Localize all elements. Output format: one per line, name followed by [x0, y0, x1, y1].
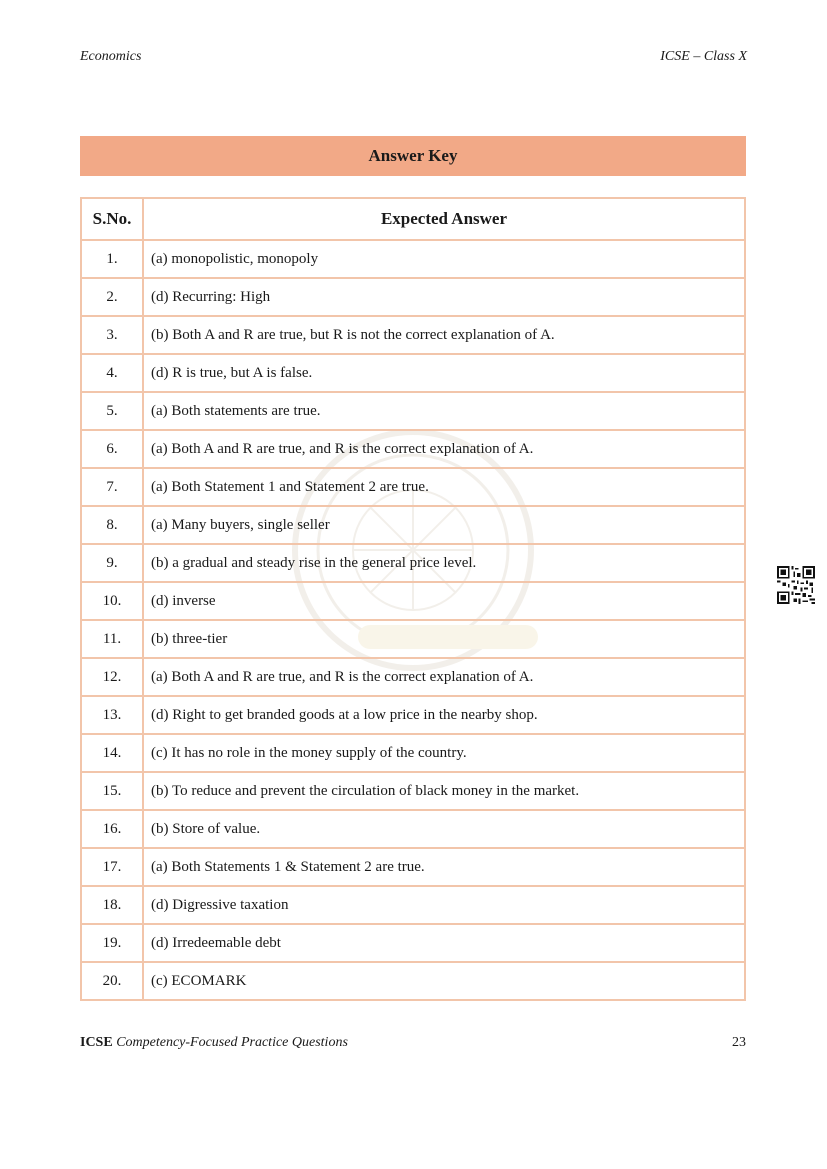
table-row	[81, 772, 745, 810]
answer-cell: (d) Irredeemable debt	[143, 924, 745, 962]
sno-cell: 15.	[81, 772, 143, 810]
page-number: 23	[732, 1035, 746, 1050]
table-row	[81, 544, 745, 582]
answer-cell: (b) a gradual and steady rise in the general price level.	[143, 544, 745, 582]
sno-cell: 11.	[81, 620, 143, 658]
answer-cell: (d) Right to get branded goods at a low price in the nearby shop.	[143, 696, 745, 734]
sno-cell: 17.	[81, 848, 143, 886]
sno-cell: 1.	[81, 240, 143, 278]
answer-cell: (d) Digressive taxation	[143, 886, 745, 924]
answer-cell: (b) three-tier	[143, 620, 745, 658]
answer-cell: (d) R is true, but A is false.	[143, 354, 745, 392]
table-header-row	[81, 198, 745, 240]
sno-cell: 12.	[81, 658, 143, 696]
table-row	[81, 582, 745, 620]
answer-cell: (a) Both A and R are true, and R is the correct explanation of A.	[143, 658, 745, 696]
answer-cell: (c) ECOMARK	[143, 962, 745, 1000]
answer-cell: (a) Many buyers, single seller	[143, 506, 745, 544]
sno-cell: 20.	[81, 962, 143, 1000]
sno-header: S.No.	[81, 198, 143, 240]
sno-cell: 6.	[81, 430, 143, 468]
table-row	[81, 848, 745, 886]
table-row	[81, 354, 745, 392]
table-row	[81, 696, 745, 734]
table-row	[81, 886, 745, 924]
footer-title	[80, 1035, 348, 1051]
table-row	[81, 620, 745, 658]
header-class-label: ICSE – Class X	[660, 49, 747, 64]
sno-cell: 9.	[81, 544, 143, 582]
sno-cell: 16.	[81, 810, 143, 848]
sno-cell: 14.	[81, 734, 143, 772]
header-subject: Economics	[80, 49, 142, 64]
sno-cell: 2.	[81, 278, 143, 316]
answer-cell: (b) Both A and R are true, but R is not the correct explanation of A.	[143, 316, 745, 354]
answer-cell: (a) Both Statements 1 & Statement 2 are true.	[143, 848, 745, 886]
table-row	[81, 316, 745, 354]
table-row	[81, 430, 745, 468]
sno-cell: 3.	[81, 316, 143, 354]
table-row	[81, 240, 745, 278]
answer-key-table	[80, 197, 746, 1001]
sno-cell: 13.	[81, 696, 143, 734]
answer-header: Expected Answer	[143, 198, 745, 240]
answer-cell: (a) Both Statement 1 and Statement 2 are true.	[143, 468, 745, 506]
footer-brand: ICSE	[80, 1035, 113, 1050]
answer-cell: (b) To reduce and prevent the circulation of black money in the market.	[143, 772, 745, 810]
qr-code-icon	[777, 566, 815, 604]
table-row	[81, 506, 745, 544]
sno-cell: 8.	[81, 506, 143, 544]
sno-cell: 18.	[81, 886, 143, 924]
table-row	[81, 962, 745, 1000]
sno-cell: 5.	[81, 392, 143, 430]
sno-cell: 7.	[81, 468, 143, 506]
sno-cell: 10.	[81, 582, 143, 620]
answer-cell: (d) inverse	[143, 582, 745, 620]
table-row	[81, 734, 745, 772]
table-row	[81, 392, 745, 430]
answer-key-banner	[80, 136, 746, 176]
footer-book-title: Competency-Focused Practice Questions	[116, 1035, 348, 1050]
table-row	[81, 278, 745, 316]
answer-cell: (a) Both statements are true.	[143, 392, 745, 430]
answer-cell: (d) Recurring: High	[143, 278, 745, 316]
answer-cell: (a) Both A and R are true, and R is the correct explanation of A.	[143, 430, 745, 468]
table-row	[81, 658, 745, 696]
table-row	[81, 468, 745, 506]
answer-cell: (b) Store of value.	[143, 810, 745, 848]
answer-cell: (c) It has no role in the money supply of the country.	[143, 734, 745, 772]
sno-cell: 19.	[81, 924, 143, 962]
sno-cell: 4.	[81, 354, 143, 392]
answer-key-title: Answer Key	[368, 146, 458, 165]
table-row	[81, 924, 745, 962]
answer-cell: (a) monopolistic, monopoly	[143, 240, 745, 278]
table-row	[81, 810, 745, 848]
